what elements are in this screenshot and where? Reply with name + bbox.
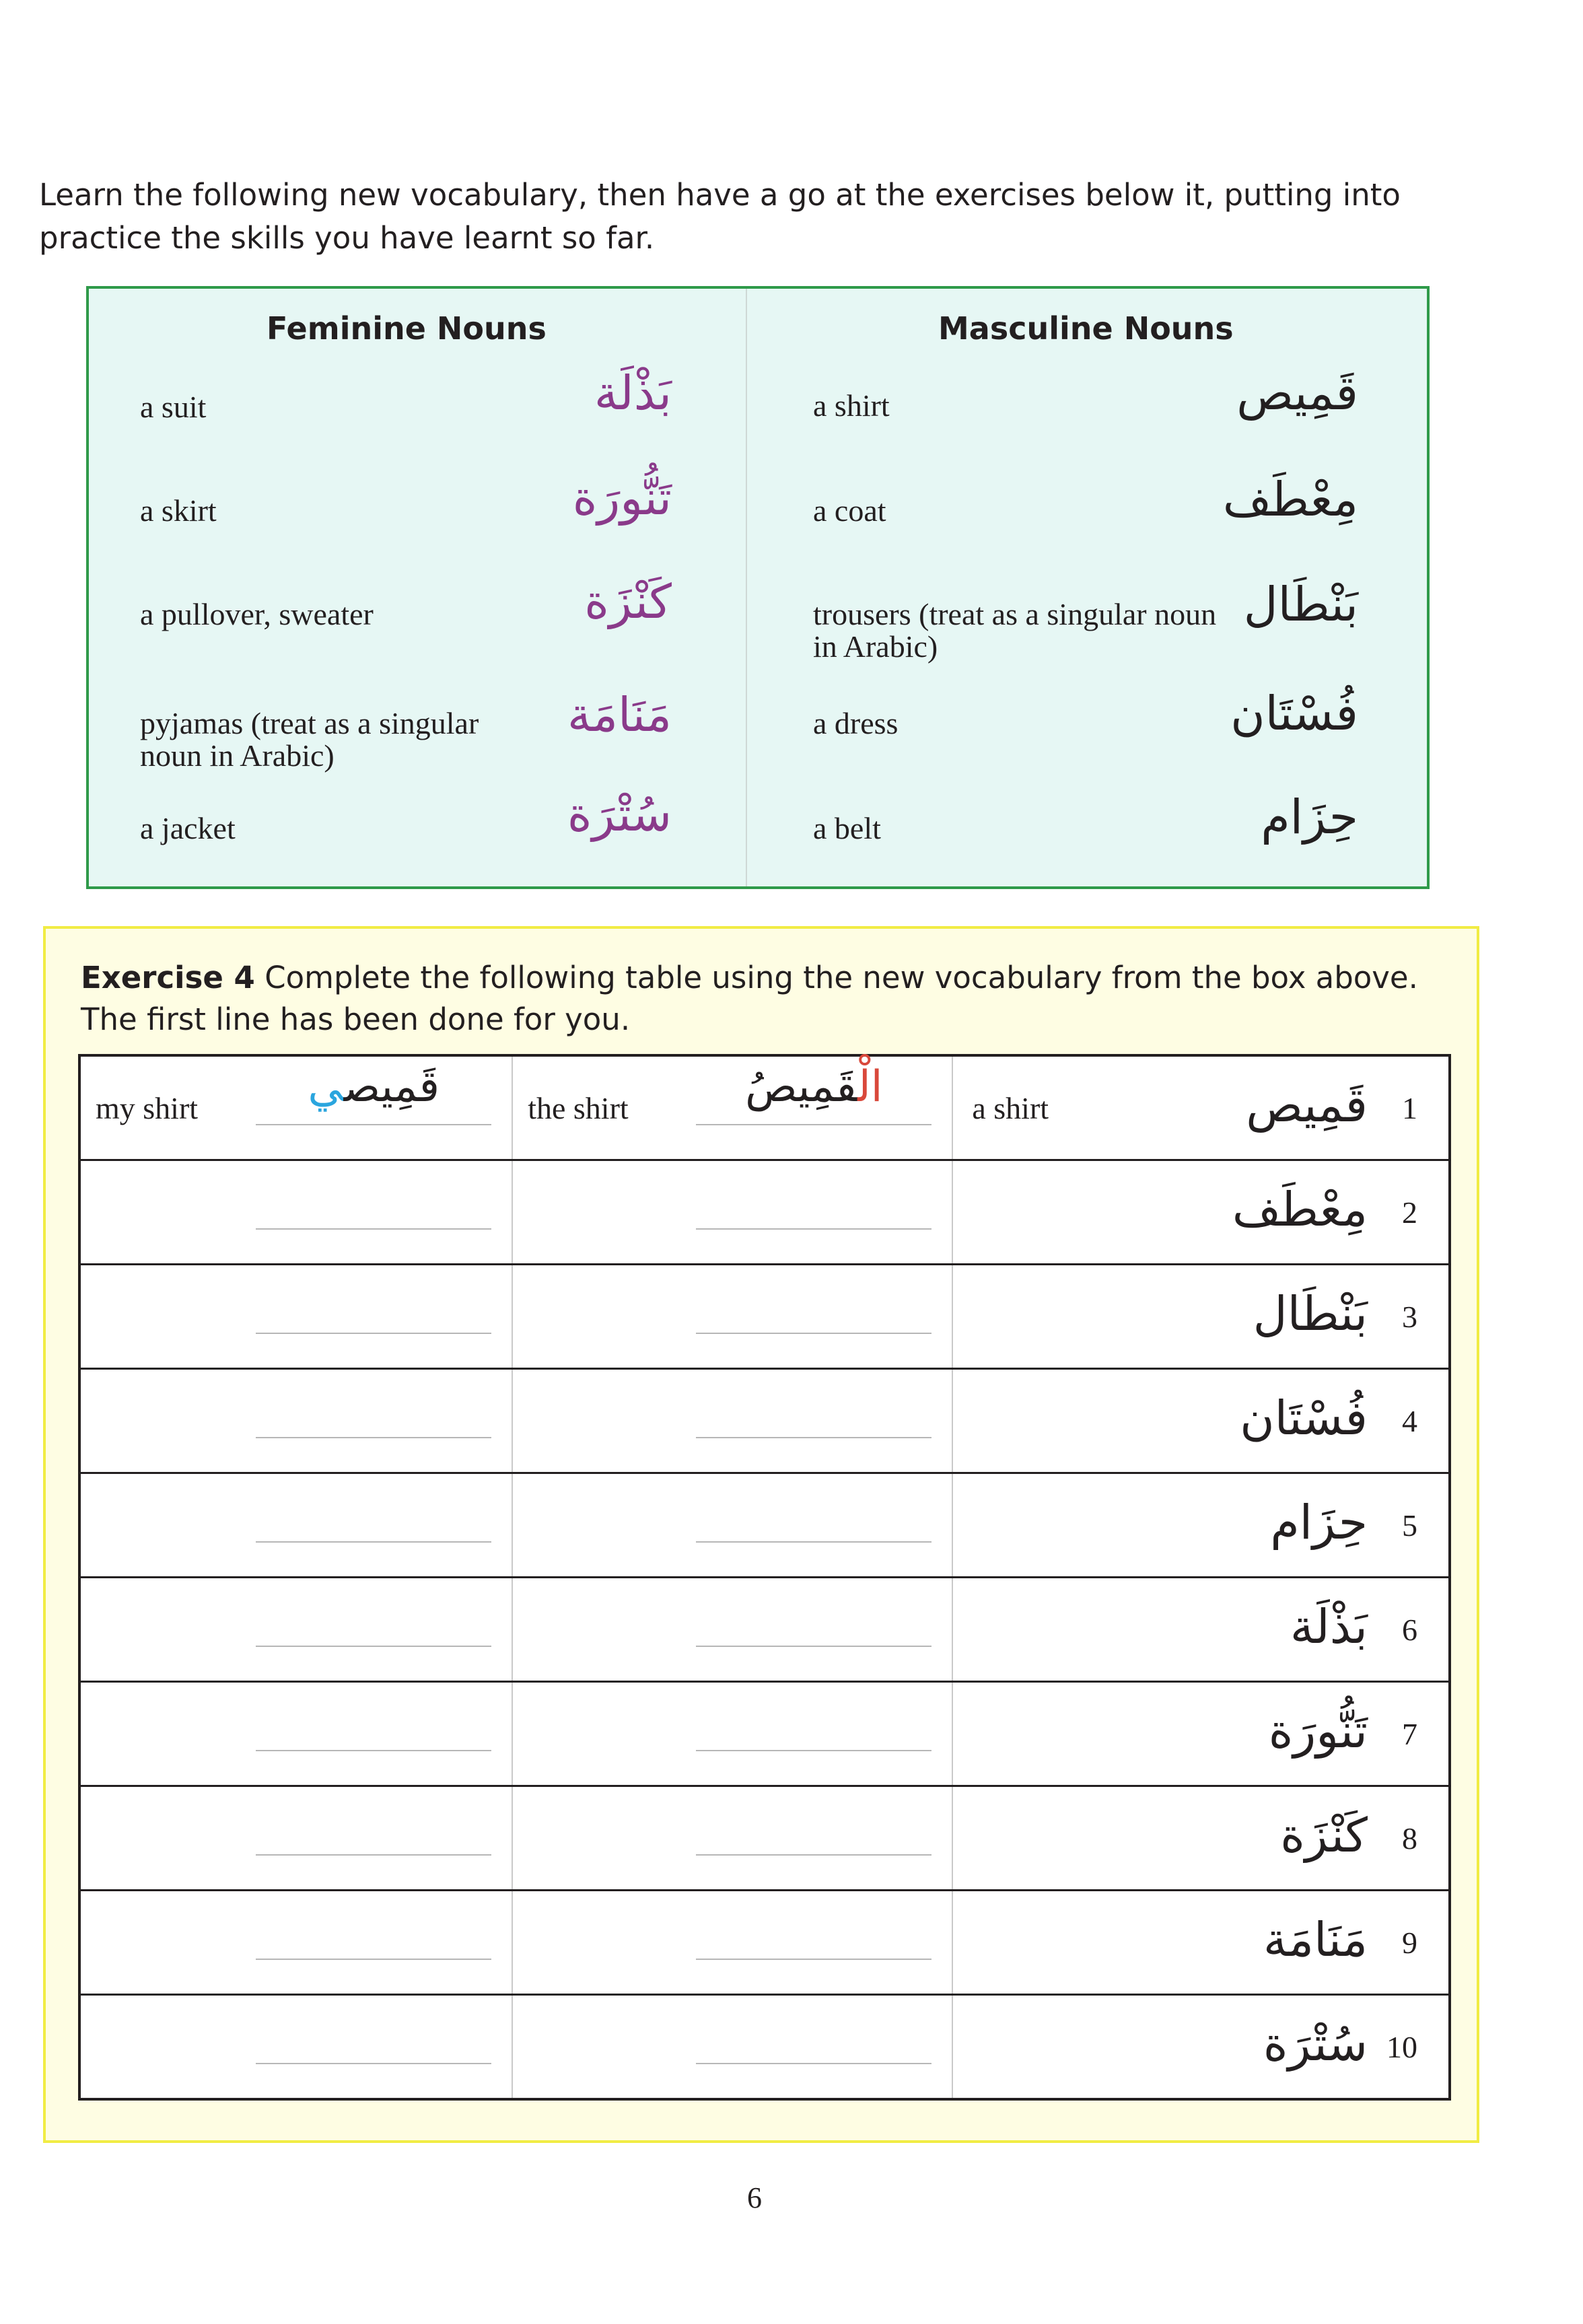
my-cell <box>79 1369 512 1473</box>
word-cell <box>952 1995 1450 2100</box>
the-cell <box>512 1995 952 2100</box>
my-cell <box>79 1578 512 1682</box>
row-number: 4 <box>1402 1404 1417 1438</box>
the-cell <box>512 1578 952 1682</box>
my-cell <box>79 1786 512 1891</box>
fem-english-5: a jacket <box>140 811 236 845</box>
row-word: بَنْطَال <box>1253 1286 1368 1341</box>
the-cell <box>512 1265 952 1369</box>
table-row <box>79 1578 1450 1682</box>
answer-blank[interactable] <box>256 1578 491 1647</box>
the-cell <box>512 1891 952 1995</box>
answer-blank[interactable] <box>696 1161 931 1230</box>
my-cell <box>79 1995 512 2100</box>
my-cell <box>79 1055 512 1160</box>
masc-english-1: a shirt <box>813 388 890 423</box>
row-word: مَنَامَة <box>1263 1912 1368 1967</box>
column-divider <box>746 289 747 886</box>
row-number: 8 <box>1402 1821 1417 1856</box>
row-word: قَمِيص <box>1246 1078 1368 1133</box>
row-word: حِزَام <box>1270 1495 1368 1550</box>
row-number: 2 <box>1402 1195 1417 1230</box>
table-row <box>79 1995 1450 2100</box>
answer-blank[interactable] <box>256 1474 491 1543</box>
masc-arabic-3: بَنْطَال <box>1243 577 1358 632</box>
word-cell <box>952 1682 1450 1786</box>
fem-arabic-5: سُتْرَة <box>567 787 672 842</box>
fem-english-3: a pullover, sweater <box>140 597 374 631</box>
exercise-instruction: Complete the following table using the new vocabulary from the box above. The first line has been done for you. <box>81 960 1418 1037</box>
exercise-label: Exercise 4 <box>81 960 255 995</box>
word-cell <box>952 1055 1450 1160</box>
fem-arabic-4: مَنَامَة <box>567 687 672 742</box>
intro-text: Learn the following new vocabulary, then have a go at the exercises below it, putting into practice the skills you have learnt so far. <box>39 177 1401 256</box>
answer-blank[interactable] <box>256 1683 491 1751</box>
masc-arabic-4: فُسْتَان <box>1230 686 1358 741</box>
table-row <box>79 1473 1450 1578</box>
fem-arabic-2: تَنُّورَة <box>572 470 672 526</box>
fem-arabic-3: كَنْزَة <box>584 574 672 629</box>
fem-english-1: a suit <box>140 390 207 424</box>
the-cell <box>512 1055 952 1160</box>
my-label: my shirt <box>96 1091 199 1125</box>
answer-blank[interactable] <box>256 1787 491 1856</box>
row-number: 9 <box>1402 1926 1417 1960</box>
masc-english-4: a dress <box>813 706 899 740</box>
row-number: 10 <box>1386 2030 1417 2064</box>
word-cell <box>952 1265 1450 1369</box>
answer-blank[interactable] <box>696 1370 931 1438</box>
masc-english-5: a belt <box>813 811 881 845</box>
answer-blank[interactable] <box>256 1891 491 1960</box>
masc-arabic-2: مِعْطَف <box>1222 472 1358 527</box>
my-answer <box>256 1057 491 1125</box>
fem-arabic-1: بَذْلَة <box>594 365 672 421</box>
row-word: سُتْرَة <box>1263 2016 1368 2072</box>
answer-blank[interactable] <box>696 1265 931 1334</box>
my-cell <box>79 1473 512 1578</box>
word-cell <box>952 1891 1450 1995</box>
word-cell <box>952 1160 1450 1265</box>
fem-english-4: pyjamas (treat as a singular noun in Arabic) <box>140 706 479 773</box>
the-answer <box>696 1057 931 1125</box>
word-cell <box>952 1369 1450 1473</box>
table-row <box>79 1265 1450 1369</box>
answer-blank[interactable] <box>696 1474 931 1543</box>
exercise-heading <box>81 957 1447 1041</box>
row-number: 7 <box>1402 1717 1417 1751</box>
the-label: the shirt <box>528 1091 629 1125</box>
row-number: 1 <box>1402 1091 1417 1125</box>
answer-blank[interactable] <box>696 1891 931 1960</box>
masc-arabic-1: قَمِيص <box>1236 365 1358 421</box>
row-number: 5 <box>1402 1508 1417 1543</box>
my-answer-suffix: ي <box>308 1062 344 1112</box>
row-number: 6 <box>1402 1613 1417 1647</box>
answer-blank[interactable] <box>256 1370 491 1438</box>
masc-english-2: a coat <box>813 493 886 528</box>
answer-blank[interactable] <box>696 1787 931 1856</box>
table-row <box>79 1160 1450 1265</box>
exercise-box <box>43 926 1479 2143</box>
the-cell <box>512 1473 952 1578</box>
word-cell <box>952 1578 1450 1682</box>
row-word: تَنُّورَة <box>1268 1703 1368 1759</box>
masc-english-3: trousers (treat as a singular noun in Arabic) <box>813 597 1217 664</box>
masculine-heading: Masculine Nouns <box>938 310 1234 347</box>
the-cell <box>512 1369 952 1473</box>
exercise-table <box>78 1054 1451 2101</box>
answer-blank[interactable] <box>256 1996 491 2064</box>
answer-blank[interactable] <box>256 1265 491 1334</box>
row-word: كَنْزَة <box>1280 1808 1368 1863</box>
answer-blank[interactable] <box>696 1578 931 1647</box>
a-label: a shirt <box>972 1091 1049 1125</box>
word-cell <box>952 1786 1450 1891</box>
table-row <box>79 1369 1450 1473</box>
the-cell <box>512 1160 952 1265</box>
table-row <box>79 1786 1450 1891</box>
my-cell <box>79 1891 512 1995</box>
answer-blank[interactable] <box>256 1161 491 1230</box>
my-cell <box>79 1682 512 1786</box>
vocabulary-box <box>86 286 1430 889</box>
row-word: مِعْطَف <box>1232 1182 1368 1237</box>
the-cell <box>512 1682 952 1786</box>
the-cell <box>512 1786 952 1891</box>
word-cell <box>952 1473 1450 1578</box>
answer-blank[interactable] <box>696 1683 931 1751</box>
my-cell <box>79 1160 512 1265</box>
row-word: فُسْتَان <box>1240 1390 1368 1446</box>
answer-blank[interactable] <box>696 1996 931 2064</box>
table-row <box>79 1891 1450 1995</box>
the-answer-stem: قَمِيصُ <box>745 1062 858 1112</box>
masc-arabic-5: حِزَام <box>1261 789 1358 845</box>
page-number: 6 <box>747 2181 762 2214</box>
row-number: 3 <box>1402 1300 1417 1334</box>
my-answer-stem: قَمِيص <box>343 1062 440 1112</box>
the-answer-prefix: الْ <box>857 1062 883 1112</box>
table-row <box>79 1682 1450 1786</box>
row-word: بَذْلَة <box>1290 1599 1368 1654</box>
feminine-heading: Feminine Nouns <box>267 310 547 347</box>
table-row-example <box>79 1055 1450 1160</box>
my-cell <box>79 1265 512 1369</box>
fem-english-2: a skirt <box>140 493 217 528</box>
